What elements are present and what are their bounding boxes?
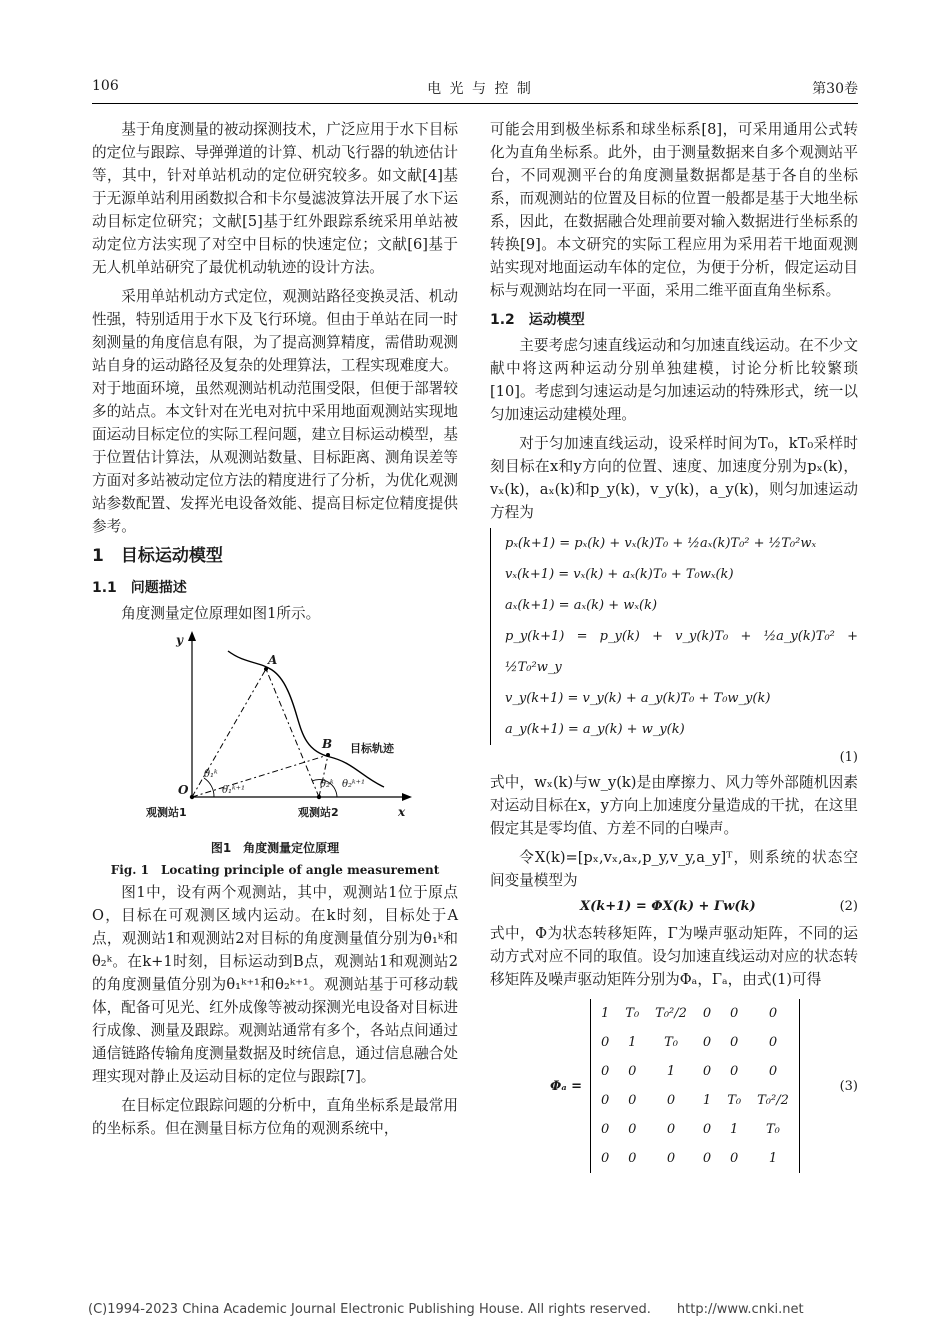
- matrix-row: [593, 1144, 797, 1173]
- journal-title: 电 光 与 控 制: [427, 81, 533, 97]
- matrix-cell: 0: [702, 1151, 712, 1166]
- station-2-label: 观测站2: [298, 806, 339, 819]
- matrix-cell: 1: [702, 1093, 712, 1108]
- right-paragraph-1: 可能会用到极坐标系和球坐标系[8]，可采用通用公式转化为直角坐标系。此外，由于测量数据来自多个观测站平台，不同观测平台的角度测量数据都是基于各自的坐标系，而观测站的位置及目标的位置一般都是基于大地坐标系，因此，在数据融合处理前要对输入数据进行坐标系的转换[9]。本文研究的实际工程应用为采用若干地面观测站实现对地面运动车体的定位，为便于分析，假定运动目标与观测站均在同一平面，采用二维平面直角坐标系。: [490, 121, 858, 299]
- matrix-cell: T₀²/2: [757, 1093, 789, 1108]
- equation-2: [490, 892, 858, 922]
- right-paragraph-2: 主要考虑匀速直线运动和匀加速直线运动。在不少文献中将这两种运动分别单独建模，讨论分析比较繁琐[10]。考虑到匀速运动是匀加速运动的特殊形式，统一以匀加速运动建模处理。: [490, 337, 858, 423]
- matrix-row: [593, 1115, 797, 1144]
- label-x: x: [398, 805, 406, 819]
- station-1-dot: [190, 795, 194, 799]
- figure-1-caption-en: Fig. 1 Locating principle of angle measurement: [110, 863, 440, 877]
- matrix-cell: 0: [702, 1035, 712, 1050]
- y-axis-arrow-icon: [188, 631, 196, 641]
- matrix-cell: 1: [768, 1151, 778, 1166]
- volume-label: 第30卷: [812, 81, 858, 97]
- matrix-cell: 0: [730, 1006, 739, 1021]
- equation-1-line-3: aₓ(k+1) = aₓ(k) + wₓ(k): [505, 598, 658, 613]
- label-o: O: [178, 783, 189, 797]
- matrix-cell: 0: [601, 1151, 610, 1166]
- matrix-cell: 0: [666, 1151, 676, 1166]
- matrix-cell: 0: [768, 1006, 778, 1021]
- label-a: A: [268, 653, 278, 667]
- phi-a-matrix: [590, 999, 800, 1173]
- equation-3-number: (3): [839, 1079, 858, 1094]
- phi-a-matrix-table: [593, 999, 797, 1173]
- matrix-row: [593, 1057, 797, 1086]
- matrix-cell: T₀: [625, 1006, 640, 1021]
- matrix-cell: 1: [730, 1122, 739, 1137]
- left-paragraph-5: 在目标定位跟踪问题的分析中，直角坐标系是最常用的坐标系。但在测量目标方位角的观测系统中，: [92, 1097, 458, 1137]
- matrix-cell: 0: [702, 1122, 712, 1137]
- right-column: [490, 118, 858, 1179]
- station-1-label: 观测站1: [146, 806, 187, 819]
- matrix-cell: 0: [702, 1006, 712, 1021]
- matrix-cell: T₀: [727, 1093, 742, 1108]
- theta-1k1: θ₁ᵏ⁺¹: [222, 785, 245, 796]
- left-column: [92, 118, 458, 1140]
- matrix-row: [593, 1086, 797, 1115]
- label-y: y: [176, 633, 183, 647]
- matrix-row: [593, 999, 797, 1028]
- matrix-cell: 0: [601, 1035, 610, 1050]
- left-paragraph-4: 图1中，设有两个观测站，其中，观测站1位于原点O，目标在可观测区域内运动。在k时刻，目标处于A点，观测站1和观测站2对目标的角度测量值分别为θ₁ᵏ和θ₂ᵏ。在k+1时刻，目标运动到B点，观测站1和观测站2的角度测量值分别为θ₁ᵏ⁺¹和θ₂ᵏ⁺¹。观测站基于可移动载体，配备可见光、红外成像等被动探测光电设备对目标进行成像、测量及跟踪。观测站通常有多个，各站点间通过通信链路传输角度测量数据及时统信息，通过信息融合处理实现对静止及运动目标的定位与跟踪[7]。: [92, 884, 458, 1085]
- header-rule: [92, 103, 858, 104]
- equation-3-lhs: Φₐ =: [550, 1079, 583, 1094]
- matrix-cell: T₀: [664, 1035, 678, 1050]
- section-1-1-heading: 1.1 问题描述: [92, 580, 187, 596]
- matrix-cell: 0: [768, 1035, 778, 1050]
- equation-2-body: X(k+1) = ΦX(k) + Γw(k): [580, 899, 756, 914]
- line-s2-a: [266, 669, 319, 797]
- matrix-cell: 0: [730, 1035, 739, 1050]
- left-paragraph-2: 采用单站机动方式定位，观测站路径变换灵活、机动性强，特别适用于水下及飞行环境。但由于单站在同一时刻测量的角度信息有限，为了提高测算精度，需借助观测站自身的运动路径及复杂的处理算法，工程实现难度大。对于地面环境，虽然观测站机动范围受限，但便于部署较多的站点。本文针对在光电对抗中采用地面观测站实现地面运动目标定位的实际工程问题，建立目标运动模型，基于位置估计算法，从观测站数量、目标距离、测角误差等方面对多站被动定位方法的精度进行了分析，为优化观测站参数配置、发挥光电设备效能、提高目标定位精度提供参考。: [92, 288, 458, 535]
- matrix-cell: 0: [601, 1064, 610, 1079]
- left-paragraph-1: 基于角度测量的被动探测技术，广泛应用于水下目标的定位与跟踪、导弹弹道的计算、机动飞行器的轨迹估计等，其中，针对单站机动的定位研究较多。如文献[4]基于无源单站利用函数拟合和卡尔曼滤波算法开展了水下运动目标定位研究；文献[5]基于红外跟踪系统采用单站被动定位方法实现了对空中目标的快速定位；文献[6]基于无人机单站研究了最优机动轨迹的设计方法。: [92, 121, 458, 276]
- trajectory-label: 目标轨迹: [350, 742, 394, 755]
- copyright-footer: (C)1994-2023 China Academic Journal Electronic Publishing House. All rights reserved. http://www.cnki.net: [88, 1302, 804, 1317]
- matrix-cell: 0: [628, 1122, 637, 1137]
- matrix-cell: 0: [702, 1064, 712, 1079]
- right-paragraph-4: 式中，wₓ(k)与w_y(k)是由摩擦力、风力等外部随机因素对运动目标在x，y方向上加速度分量造成的干扰，在这里假定其是零均值、方差不同的白噪声。: [490, 774, 858, 837]
- matrix-cell: 0: [601, 1093, 610, 1108]
- matrix-cell: 1: [601, 1006, 610, 1021]
- equation-1-line-1: pₓ(k+1) = pₓ(k) + vₓ(k)T₀ + ½aₓ(k)T₀² + ½T₀²wₓ: [505, 536, 817, 551]
- equation-1-line-6: a_y(k+1) = a_y(k) + w_y(k): [505, 722, 685, 737]
- matrix-cell: 0: [768, 1064, 778, 1079]
- section-1-2-heading: 1.2 运动模型: [490, 312, 585, 328]
- equation-2-number: (2): [839, 899, 858, 914]
- equation-1: [490, 528, 858, 745]
- figure-1-caption-cn: 图1 角度测量定位原理: [210, 841, 340, 855]
- equation-3: [490, 999, 858, 1179]
- left-paragraph-3: 角度测量定位原理如图1所示。: [121, 605, 321, 622]
- theta-2k: θ₂ᵏ: [320, 779, 334, 790]
- matrix-cell: 1: [666, 1064, 676, 1079]
- matrix-cell: 0: [628, 1093, 637, 1108]
- station-2-dot: [317, 795, 321, 799]
- matrix-cell: T₀²/2: [655, 1006, 687, 1021]
- label-b: B: [322, 737, 333, 751]
- figure-1: [92, 629, 458, 837]
- equation-1-line-4: p_y(k+1) = p_y(k) + v_y(k)T₀ + ½a_y(k)T₀² + ½T₀²w_y: [505, 629, 858, 675]
- matrix-row: [593, 1028, 797, 1057]
- matrix-cell: T₀: [766, 1122, 780, 1137]
- theta-2k1: θ₂ᵏ⁺¹: [342, 779, 365, 790]
- right-paragraph-5: 令X(k)=[pₓ,vₓ,aₓ,p_y,v_y,a_y]ᵀ，则系统的状态空间变量模型为: [490, 849, 858, 889]
- equation-1-line-5: v_y(k+1) = v_y(k) + a_y(k)T₀ + T₀w_y(k): [505, 691, 771, 706]
- equation-1-number: (1): [839, 750, 858, 765]
- page-number: 106: [92, 78, 119, 94]
- matrix-cell: 0: [666, 1122, 676, 1137]
- matrix-cell: 0: [666, 1093, 676, 1108]
- matrix-cell: 0: [730, 1064, 739, 1079]
- theta-1k: θ₁ᵏ: [204, 769, 218, 780]
- matrix-cell: 1: [628, 1035, 637, 1050]
- x-axis-arrow-icon: [402, 793, 412, 801]
- right-paragraph-6: 式中，Φ为状态转移矩阵，Γ为噪声驱动矩阵，不同的运动方式对应不同的取值。设匀加速直线运动对应的状态转移矩阵及噪声驱动矩阵分别为Φₐ，Γₐ，由式(1)可得: [490, 925, 858, 988]
- section-1-heading: 1 目标运动模型: [92, 546, 223, 566]
- matrix-cell: 0: [628, 1064, 637, 1079]
- matrix-cell: 0: [601, 1122, 610, 1137]
- matrix-cell: 0: [628, 1151, 637, 1166]
- right-paragraph-3: 对于匀加速直线运动，设采样时间为T₀，kT₀采样时刻目标在x和y方向的位置、速度、加速度分别为pₓ(k)，vₓ(k)，aₓ(k)和p_y(k)，v_y(k)，a_y(k)，则匀加速运动方程为: [490, 435, 858, 521]
- equation-1-line-2: vₓ(k+1) = vₓ(k) + aₓ(k)T₀ + T₀wₓ(k): [505, 567, 734, 582]
- matrix-cell: 0: [730, 1151, 739, 1166]
